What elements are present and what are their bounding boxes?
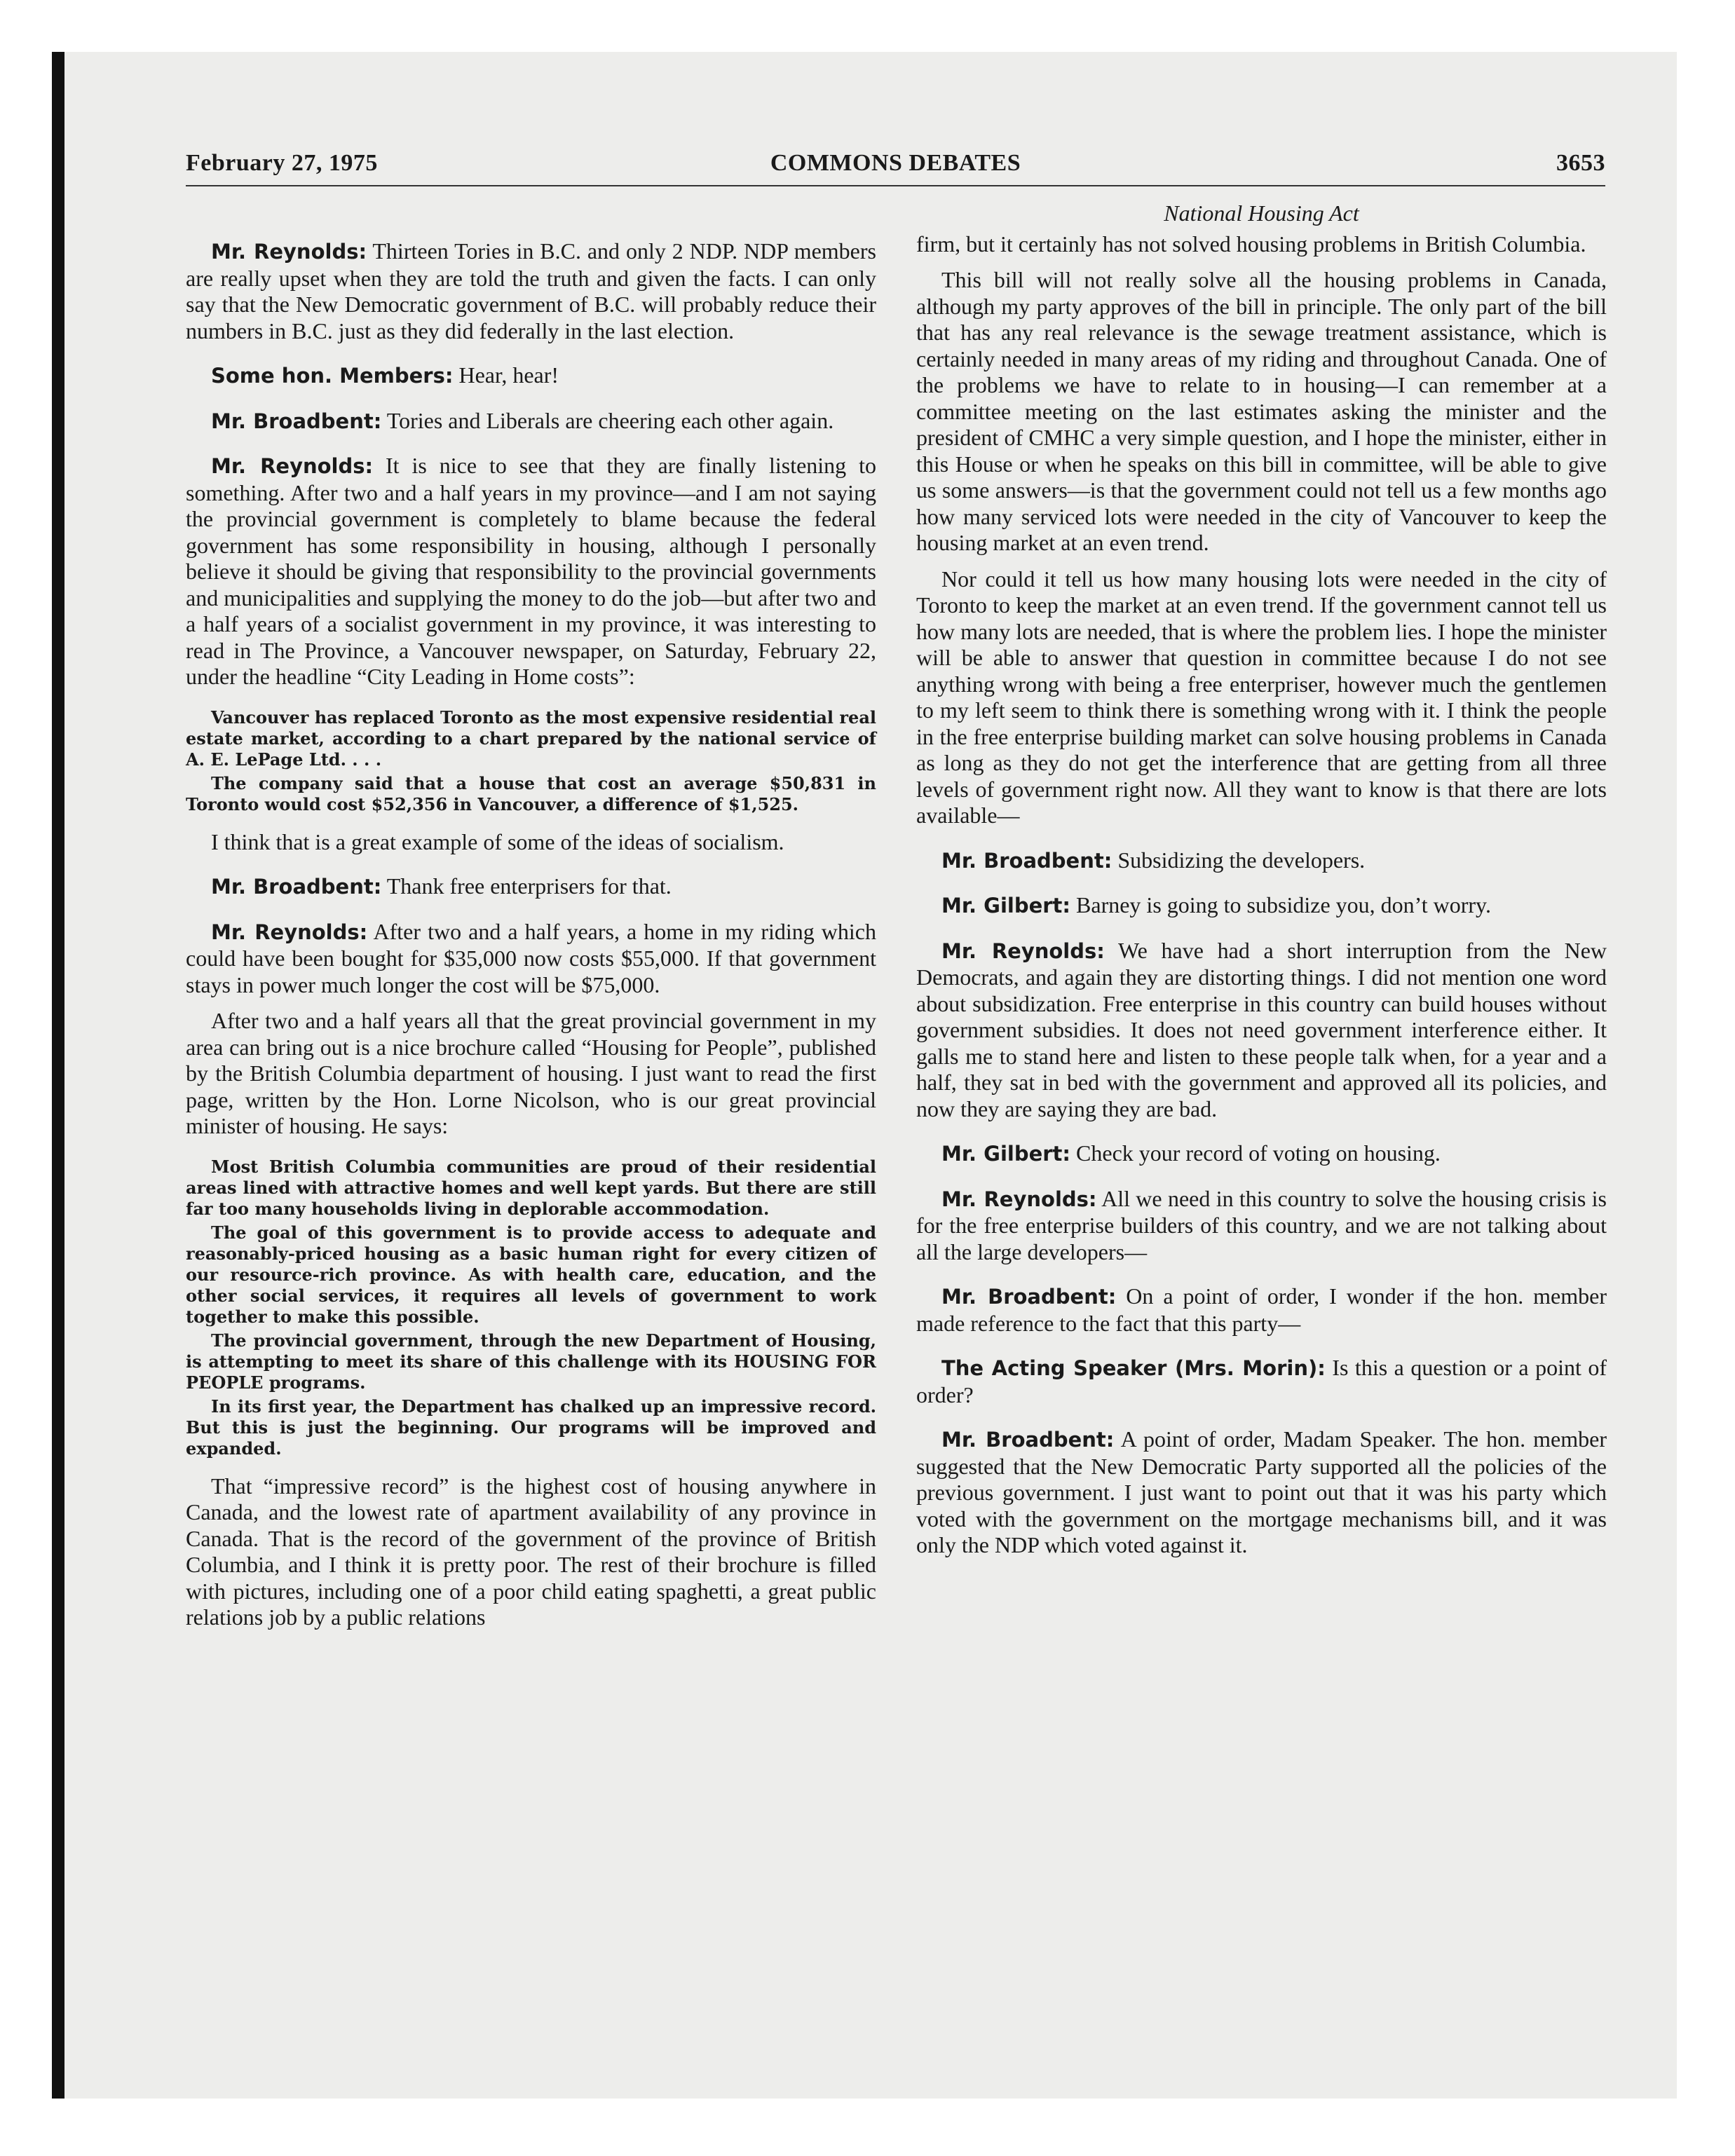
header-title: COMMONS DEBATES [770, 150, 1021, 176]
speech-paragraph [186, 408, 876, 435]
speech-paragraph [916, 1186, 1607, 1266]
speech-paragraph [916, 1355, 1607, 1408]
quoted-passage: Vancouver has replaced Toronto as the most expensive residential real estate market, according to a chart prepared by the national service of A. E. LePage Ltd. . . . [186, 707, 876, 770]
header-page-number: 3653 [1556, 150, 1605, 176]
speech-paragraph [186, 362, 876, 390]
page-header [186, 146, 1605, 186]
speech-text: After two and a half years, a home in my riding which could have been bought for $35,000 now costs $55,000. If that government stays in power much longer the cost will be $75,000. [186, 918, 877, 997]
speech-paragraph [186, 453, 876, 690]
quoted-passage: Most British Columbia communities are proud of their residential areas lined with attractive homes and well kept yards. But there are still far too many households living in deplorable accommodation. [186, 1156, 876, 1219]
header-date: February 27, 1975 [186, 150, 378, 176]
speech-text: All we need in this country to solve the housing crisis is for the free enterprise builders of this country, and we are not talking about all the large developers— [916, 1185, 1607, 1264]
speech-text: We have had a short interruption from the New Democrats, and again they are distorting things. I did not mention one word about subsidization. Free enterprise in this country can build houses without government subsidies. It does not need government interference either. It galls me to stand here and listen to these people talk when, for a year and a half, they sat in bed with the government and approved all its policies, and now they are saying they are bad. [916, 937, 1607, 1121]
paragraph: firm, but it certainly has not solved housing problems in British Columbia. [916, 231, 1586, 257]
right-column-body [916, 231, 1607, 1559]
paragraph: I think that is a great example of some of the ideas of socialism. [211, 828, 784, 854]
speaker-name: Mr. Broadbent: [211, 409, 382, 433]
speech-paragraph [186, 873, 876, 901]
speech-paragraph [916, 892, 1607, 920]
speech-text: A point of order, Madam Speaker. The hon. member suggested that the New Democratic Party supported all the policies of the previous government. I just want to point out that it was his party which voted with the government on the mortgage mechanisms bill, and it was only the NDP which voted against it. [916, 1426, 1607, 1557]
speech-text: It is nice to see that they are finally listening to something. After two and a half years in my province—and I am not saying the provincial government is completely to blame because the federal government has some responsibility in housing, although I personally believe it should be giving that responsibility to the provincial governments and municipalities and supplying the money to do the job—but after two and a half years of a socialist government in my province, it was interesting to read in The Province, a Vancouver newspaper, on Saturday, February 22, under the headline “City Leading in Home costs”: [186, 453, 876, 689]
speaker-name: Mr. Reynolds: [211, 920, 368, 944]
quoted-passage: In its first year, the Department has chalked up an impressive record. But this is just the beginning. Our programs will be improved and expanded. [186, 1396, 876, 1459]
speaker-name: Mr. Reynolds: [211, 454, 374, 478]
speaker-name: Mr. Broadbent: [211, 875, 382, 899]
speaker-name: Mr. Broadbent: [941, 1428, 1115, 1452]
speech-text: Is this a question or a point of order? [916, 1355, 1607, 1407]
quoted-passage: The goal of this government is to provide access to adequate and reasonably-priced housing as a basic human right for every citizen of our resource-rich province. As with health care, education, and the other social services, it requires all levels of government to work together to make this possible. [186, 1222, 876, 1327]
speaker-name: Some hon. Members: [211, 364, 454, 388]
speaker-name: Mr. Broadbent: [941, 848, 1113, 873]
speech-paragraph [916, 1140, 1607, 1168]
speaker-name: Mr. Gilbert: [941, 1142, 1071, 1166]
scan-edge [52, 52, 64, 2099]
running-head: National Housing Act [1164, 200, 1359, 226]
left-column [186, 238, 876, 1631]
speaker-name: Mr. Reynolds: [941, 939, 1105, 963]
speech-paragraph [186, 238, 876, 344]
speech-paragraph [186, 919, 876, 999]
speech-paragraph [916, 847, 1607, 875]
speech-text: Hear, hear! [453, 362, 559, 388]
paragraph: Nor could it tell us how many housing lots were needed in the city of Toronto to keep the market at an even trend. If the government cannot tell us how many lots are needed, that is where the problem lies. I hope the minister will be able to answer that question in committee because I do not see anything wrong with being a free enterpriser, however much the gentlemen to my left seem to think there is something wrong with it. I think the people in the free enterprise building market can solve housing problems in Canada as long as they do not get the interference that are getting from all three levels of government right now. All they want to know is that there are lots available— [916, 566, 1607, 828]
speech-text: Thank free enterprisers for that. [381, 873, 672, 899]
speaker-name: Mr. Reynolds: [941, 1187, 1097, 1211]
paragraph: That “impressive record” is the highest cost of housing anywhere in Canada, and the lowest rate of apartment availability of any province in Canada. That is the record of the government of the province of British Columbia, and I think it is pretty poor. The rest of their brochure is filled with pictures, including one of a poor child eating spaghetti, a great public relations job by a public relations [186, 1473, 876, 1630]
quoted-passage: The company said that a house that cost an average $50,831 in Toronto would cost $52,356 in Vancouver, a difference of $1,525. [186, 772, 876, 814]
speech-text: Tories and Liberals are cheering each other again. [381, 407, 834, 433]
paragraph: This bill will not really solve all the housing problems in Canada, although my party approves of the bill in principle. The only part of the bill that has any real relevance is the sewage treatment assistance, which is certainly needed in many areas of my riding and throughout Canada. One of the problems we have to relate to in housing—I can remember at a committee meeting on the last estimates asking the minister and the president of CMHC a very simple question, and I hope the minister, either in this House or when he speaks on this bill in committee, will be able to give us some answers—is that the government could not tell us a few months ago how many serviced lots were needed in the city of Vancouver to keep the housing market at an even trend. [916, 267, 1607, 555]
speech-paragraph [916, 1426, 1607, 1559]
right-column [916, 200, 1607, 1559]
paragraph: After two and a half years all that the great provincial government in my area can bring out is a nice brochure called “Housing for People”, published by the British Columbia department of housing. I just want to read the first page, written by the Hon. Lorne Nicolson, who is our great provincial minister of housing. He says: [186, 1008, 876, 1138]
speech-paragraph [916, 1283, 1607, 1337]
speaker-name: Mr. Gilbert: [941, 894, 1071, 917]
speech-text: Barney is going to subsidize you, don’t worry. [1070, 892, 1491, 917]
speech-text: On a point of order, I wonder if the hon. member made reference to the fact that this party— [916, 1283, 1607, 1336]
quoted-passage: The provincial government, through the new Department of Housing, is attempting to meet its share of this challenge with its HOUSING FOR PEOPLE programs. [186, 1330, 876, 1393]
speaker-name: The Acting Speaker (Mrs. Morin): [941, 1356, 1326, 1380]
speaker-name: Mr. Reynolds: [211, 240, 367, 264]
speech-text: Subsidizing the developers. [1112, 847, 1366, 873]
speech-paragraph [916, 938, 1607, 1123]
speech-text: Thirteen Tories in B.C. and only 2 NDP. NDP members are really upset when they are told the truth and given the facts. I can only say that the New Democratic government of B.C. will probably reduce their numbers in B.C. just as they did federally in the last election. [186, 238, 876, 343]
speech-text: Check your record of voting on housing. [1070, 1140, 1441, 1166]
speaker-name: Mr. Broadbent: [941, 1285, 1117, 1309]
